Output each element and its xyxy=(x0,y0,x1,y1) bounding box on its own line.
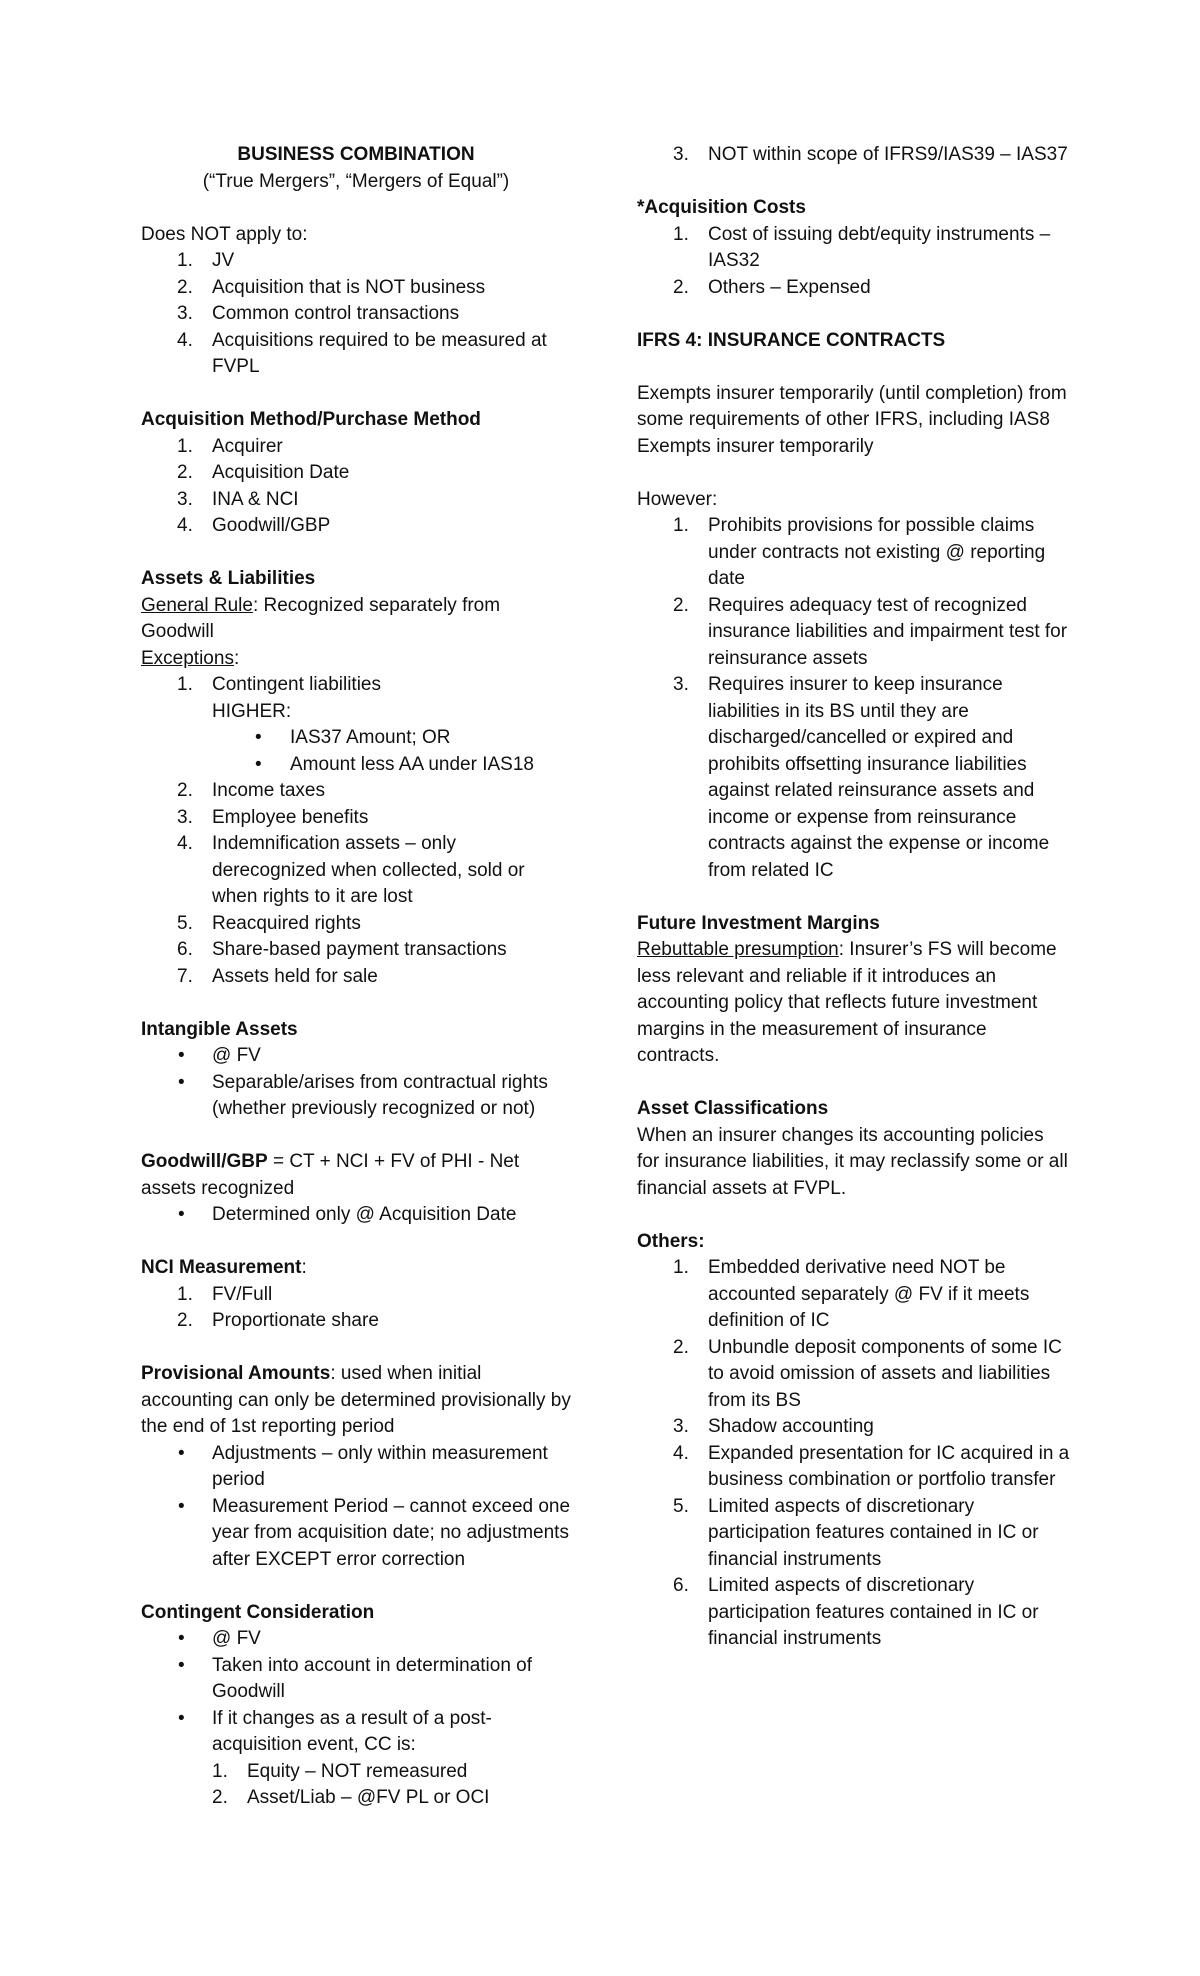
assets-liabilities-heading: Assets & Liabilities xyxy=(141,568,316,589)
provisional-amounts: Provisional Amounts: used when initial accounting can only be determined provisionally by the end of 1st reporting period xyxy=(141,1363,571,1437)
list-item: 6. Limited aspects of discretionary participation features contained in IC or financial instruments xyxy=(673,1575,1039,1649)
list-item: 1. Prohibits provisions for possible claims under contracts not existing @ reporting date xyxy=(673,515,1046,589)
acquisition-method-list xyxy=(141,434,571,540)
list-item: • Separable/arises from contractual rights (whether previously recognized or not) xyxy=(178,1071,548,1119)
however-label: However: xyxy=(637,488,718,510)
higher-sub-bullets xyxy=(141,725,571,778)
nci-measurement-heading: NCI Measurement: xyxy=(141,1257,307,1278)
list-item: 3. INA & NCI xyxy=(177,488,299,510)
list-item: • Measurement Period – cannot exceed one year from acquisition date; no adjustments after EXCEPT error correction xyxy=(178,1495,571,1570)
list-item: 2. Unbundle deposit components of some IC to avoid omission of assets and liabilities from its BS xyxy=(673,1336,1062,1411)
list-item: 3. Employee benefits xyxy=(177,806,369,828)
exceptions-list xyxy=(141,672,571,699)
document-title: BUSINESS COMBINATION xyxy=(237,144,475,165)
provisional-amounts-list xyxy=(141,1441,571,1574)
document-subtitle: (“True Mergers”, “Mergers of Equal”) xyxy=(202,170,510,192)
others-list xyxy=(637,1255,1071,1653)
nci-measurement-list xyxy=(141,1282,571,1335)
goodwill-list xyxy=(141,1202,571,1229)
does-not-apply-intro: Does NOT apply to: xyxy=(141,223,308,245)
list-item: 6. Share-based payment transactions xyxy=(177,939,507,960)
others-heading: Others: xyxy=(637,1230,705,1252)
left-column xyxy=(141,142,571,1812)
ifrs4-paragraph: Exempts insurer temporarily (until completion) from some requirements of other IFRS, including IAS8 xyxy=(637,382,1067,430)
list-item: 3. Shadow accounting xyxy=(673,1416,874,1437)
list-item: 4. Expanded presentation for IC acquired in a business combination or portfolio transfer xyxy=(673,1442,1070,1490)
list-item: 2. Asset/Liab – @FV PL or OCI xyxy=(212,1787,490,1808)
future-investment-heading: Future Investment Margins xyxy=(637,912,880,934)
list-item: • IAS37 Amount; OR xyxy=(255,727,451,748)
list-item: 3. Common control transactions xyxy=(177,303,460,324)
list-item: 1. FV/Full xyxy=(177,1283,273,1305)
ifrs4-heading: IFRS 4: INSURANCE CONTRACTS xyxy=(637,329,946,351)
list-item: 7. Assets held for sale xyxy=(177,965,378,987)
list-item: 3. Requires insurer to keep insurance liabilities in its BS until they are discharged/cancelled or expired and prohibits offsetting insurance liabilities against related reinsurance assets and income or expense from reinsurance contracts against the expense or income from related IC xyxy=(673,674,1050,881)
list-item: 1. Equity – NOT remeasured xyxy=(212,1760,468,1782)
exceptions-list-continued xyxy=(141,778,571,990)
asset-classifications-text: When an insurer changes its accounting policies for insurance liabilities, it may reclassify some or all financial assets at FVPL. xyxy=(637,1124,1068,1199)
acquisition-costs-list xyxy=(637,222,1071,302)
does-not-apply-list xyxy=(141,248,571,381)
contingent-consideration-heading: Contingent Consideration xyxy=(141,1601,375,1623)
list-item: • @ FV xyxy=(178,1045,261,1066)
ifrs4-list xyxy=(637,513,1071,884)
list-item: • Taken into account in determination of Goodwill xyxy=(178,1654,533,1702)
list-item: 2. Others – Expensed xyxy=(673,276,871,298)
higher-label: HIGHER: xyxy=(212,700,292,722)
list-item: 4. Acquisitions required to be measured at FVPL xyxy=(177,329,547,377)
list-item: • Amount less AA under IAS18 xyxy=(255,753,534,775)
list-item: 1. Embedded derivative need NOT be accounted separately @ FV if it meets definition of IC xyxy=(673,1257,1030,1331)
contingent-consideration-sublist xyxy=(141,1759,571,1812)
rebuttable-presumption: Rebuttable presumption: Insurer’s FS will become less relevant and reliable if it introduces an accounting policy that reflects future investment margins in the measurement of insurance contracts. xyxy=(637,939,1057,1066)
list-item: 2. Requires adequacy test of recognized insurance liabilities and impairment test for reinsurance assets xyxy=(673,594,1068,669)
ifrs4-paragraph-2: Exempts insurer temporarily xyxy=(637,435,874,457)
right-column xyxy=(637,142,1071,1653)
contingent-consideration-list xyxy=(141,1626,571,1759)
asset-classifications-heading: Asset Classifications xyxy=(637,1098,829,1119)
list-item: 2. Proportionate share xyxy=(177,1310,379,1331)
list-item: • If it changes as a result of a post-acquisition event, CC is: xyxy=(178,1707,492,1755)
intangible-assets-list xyxy=(141,1043,571,1123)
list-item: • Adjustments – only within measurement period xyxy=(178,1442,548,1490)
list-item: 1. Cost of issuing debt/equity instruments – IAS32 xyxy=(673,223,1051,271)
list-item: • @ FV xyxy=(178,1628,261,1649)
list-item: 5. Reacquired rights xyxy=(177,912,361,934)
goodwill-formula: Goodwill/GBP = CT + NCI + FV of PHI - Net assets recognized xyxy=(141,1151,520,1199)
exceptions-label: Exceptions: xyxy=(141,647,240,669)
acquisition-costs-heading: *Acquisition Costs xyxy=(637,197,806,218)
list-item: 1. Acquirer xyxy=(177,435,283,457)
list-item: 2. Acquisition that is NOT business xyxy=(177,276,486,298)
acquisition-method-heading: Acquisition Method/Purchase Method xyxy=(141,409,481,430)
list-item: 2. Income taxes xyxy=(177,780,325,801)
list-item: 4. Indemnification assets – only derecognized when collected, sold or when rights to it are lost xyxy=(177,833,525,907)
list-item: 1. JV xyxy=(177,250,235,271)
list-item: 5. Limited aspects of discretionary participation features contained in IC or financial instruments xyxy=(673,1495,1039,1570)
list-item: 3. NOT within scope of IFRS9/IAS39 – IAS37 xyxy=(673,144,1068,165)
list-item: 1. Contingent liabilities xyxy=(177,674,381,695)
general-rule: General Rule: Recognized separately from Goodwill xyxy=(141,594,501,642)
intangible-assets-heading: Intangible Assets xyxy=(141,1018,298,1040)
list-item: 2. Acquisition Date xyxy=(177,462,350,483)
list-item: • Determined only @ Acquisition Date xyxy=(178,1204,517,1225)
list-item: 4. Goodwill/GBP xyxy=(177,515,331,536)
